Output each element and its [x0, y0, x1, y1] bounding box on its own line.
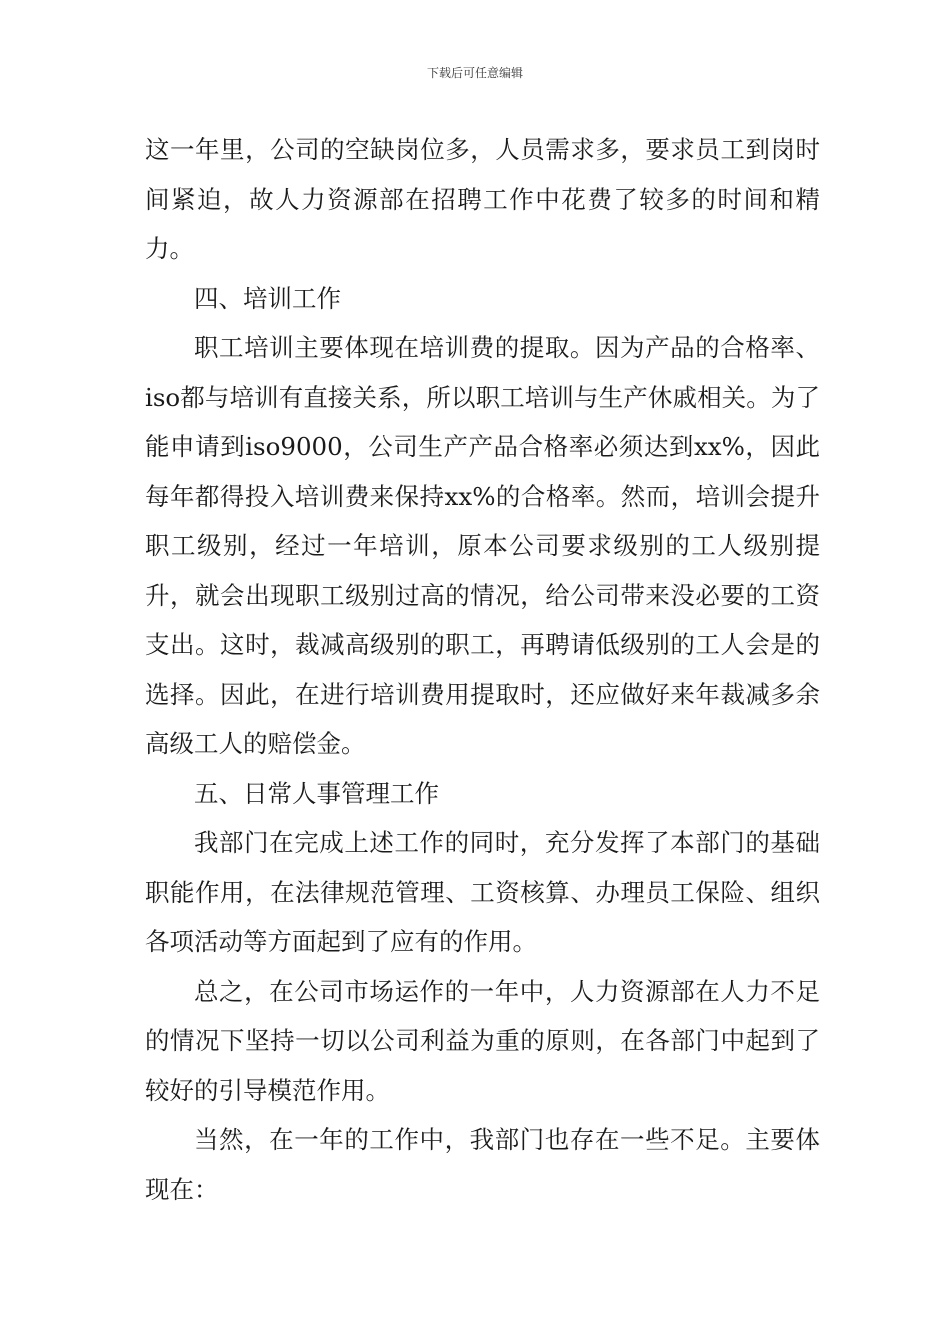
- paragraph-training: 职工培训主要体现在培训费的提取。因为产品的合格率、iso都与培训有直接关系，所以职工培训与生产休戚相关。为了能申请到iso9000，公司生产产品合格率必须达到xx%，因此每年都得投入培训费来保持xx%的合格率。然而，培训会提升职工级别，经过一年培训，原本公司要求级别的工人级别提升，就会出现职工级别过高的情况，给公司带来没必要的工资支出。这时，裁减高级别的职工，再聘请低级别的工人会是的选择。因此，在进行培训费用提取时，还应做好来年裁减多余高级工人的赔偿金。: [145, 333, 820, 758]
- paragraph-recruitment-summary: 这一年里，公司的空缺岗位多，人员需求多，要求员工到岗时间紧迫，故人力资源部在招聘工作中花费了较多的时间和精力。: [145, 135, 820, 263]
- paragraph-shortcomings: 当然，在一年的工作中，我部门也存在一些不足。主要体现在：: [145, 1125, 820, 1204]
- section-heading-daily-hr: 五、日常人事管理工作: [194, 778, 439, 808]
- document-body: [145, 125, 820, 1214]
- paragraph-daily-hr: 我部门在完成上述工作的同时，充分发挥了本部门的基础职能作用，在法律规范管理、工资核算、办理员工保险、组织各项活动等方面起到了应有的作用。: [145, 828, 820, 956]
- paragraph-conclusion: 总之，在公司市场运作的一年中，人力资源部在人力不足的情况下坚持一切以公司利益为重的原则，在各部门中起到了较好的引导模范作用。: [145, 976, 820, 1105]
- section-heading-training: 四、培训工作: [194, 283, 341, 313]
- page-header: 下载后可任意编辑: [426, 66, 523, 80]
